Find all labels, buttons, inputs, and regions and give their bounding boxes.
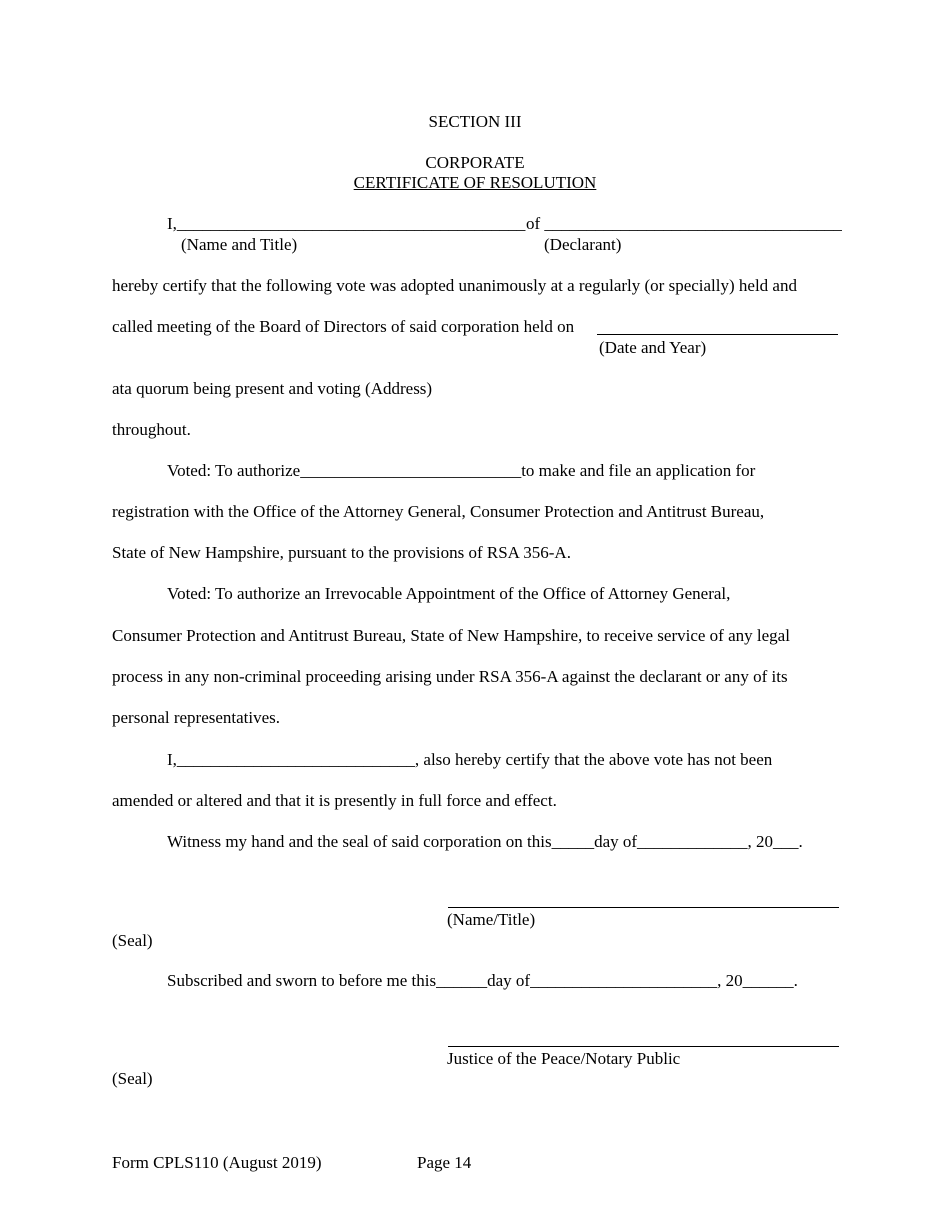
name-title-field: I,_________________________________________ bbox=[167, 214, 526, 233]
vote-line: personal representatives. bbox=[112, 708, 281, 727]
name-title-signature-line bbox=[448, 907, 839, 908]
quorum-line: ata quorum being present and voting (Address) bbox=[112, 379, 433, 398]
vote-line: Consumer Protection and Antitrust Bureau, State of New Hampshire, to receive service of any legal bbox=[112, 626, 790, 645]
paragraph-line: throughout. bbox=[112, 420, 191, 439]
name-title-signature-caption: (Name/Title) bbox=[447, 910, 536, 929]
declarant-field: of ___________________________________ bbox=[526, 214, 842, 233]
vote-line: Voted: To authorize__________________________to make and file an application for bbox=[167, 461, 756, 480]
notary-caption: Justice of the Peace/Notary Public bbox=[447, 1049, 681, 1068]
subscribed-line: Subscribed and sworn to before me this______day of______________________, 20______. bbox=[167, 971, 798, 990]
footer-form: Form CPLS110 (August 2019) bbox=[112, 1153, 322, 1172]
seal-label: (Seal) bbox=[112, 931, 153, 950]
vote-line: State of New Hampshire, pursuant to the provisions of RSA 356-A. bbox=[112, 543, 571, 562]
notary-signature-line bbox=[448, 1046, 839, 1047]
heading-corporate: CORPORATE bbox=[425, 153, 525, 172]
name-title-caption: (Name and Title) bbox=[181, 235, 298, 254]
heading-certificate: CERTIFICATE OF RESOLUTION bbox=[353, 173, 597, 192]
declarant-caption: (Declarant) bbox=[544, 235, 622, 254]
vote-line: registration with the Office of the Attorney General, Consumer Protection and Antitrust Bureau, bbox=[112, 502, 765, 521]
seal-label: (Seal) bbox=[112, 1069, 153, 1088]
vote-line: process in any non-criminal proceeding arising under RSA 356-A against the declarant or any of its bbox=[112, 667, 788, 686]
vote-line: Voted: To authorize an Irrevocable Appointment of the Office of Attorney General, bbox=[167, 584, 731, 603]
certify-line: I,____________________________, also hereby certify that the above vote has not been bbox=[167, 750, 773, 769]
section-title: SECTION III bbox=[428, 112, 522, 131]
certify-line: amended or altered and that it is presently in full force and effect. bbox=[112, 791, 557, 810]
witness-line: Witness my hand and the seal of said corporation on this_____day of_____________, 20___. bbox=[167, 832, 803, 851]
date-year-caption: (Date and Year) bbox=[599, 338, 707, 357]
paragraph-line: called meeting of the Board of Directors of said corporation held on bbox=[112, 317, 575, 336]
paragraph-line: hereby certify that the following vote was adopted unanimously at a regularly (or specially) held and bbox=[112, 276, 797, 295]
footer-page: Page 14 bbox=[417, 1153, 472, 1172]
date-signature-line bbox=[597, 334, 838, 335]
